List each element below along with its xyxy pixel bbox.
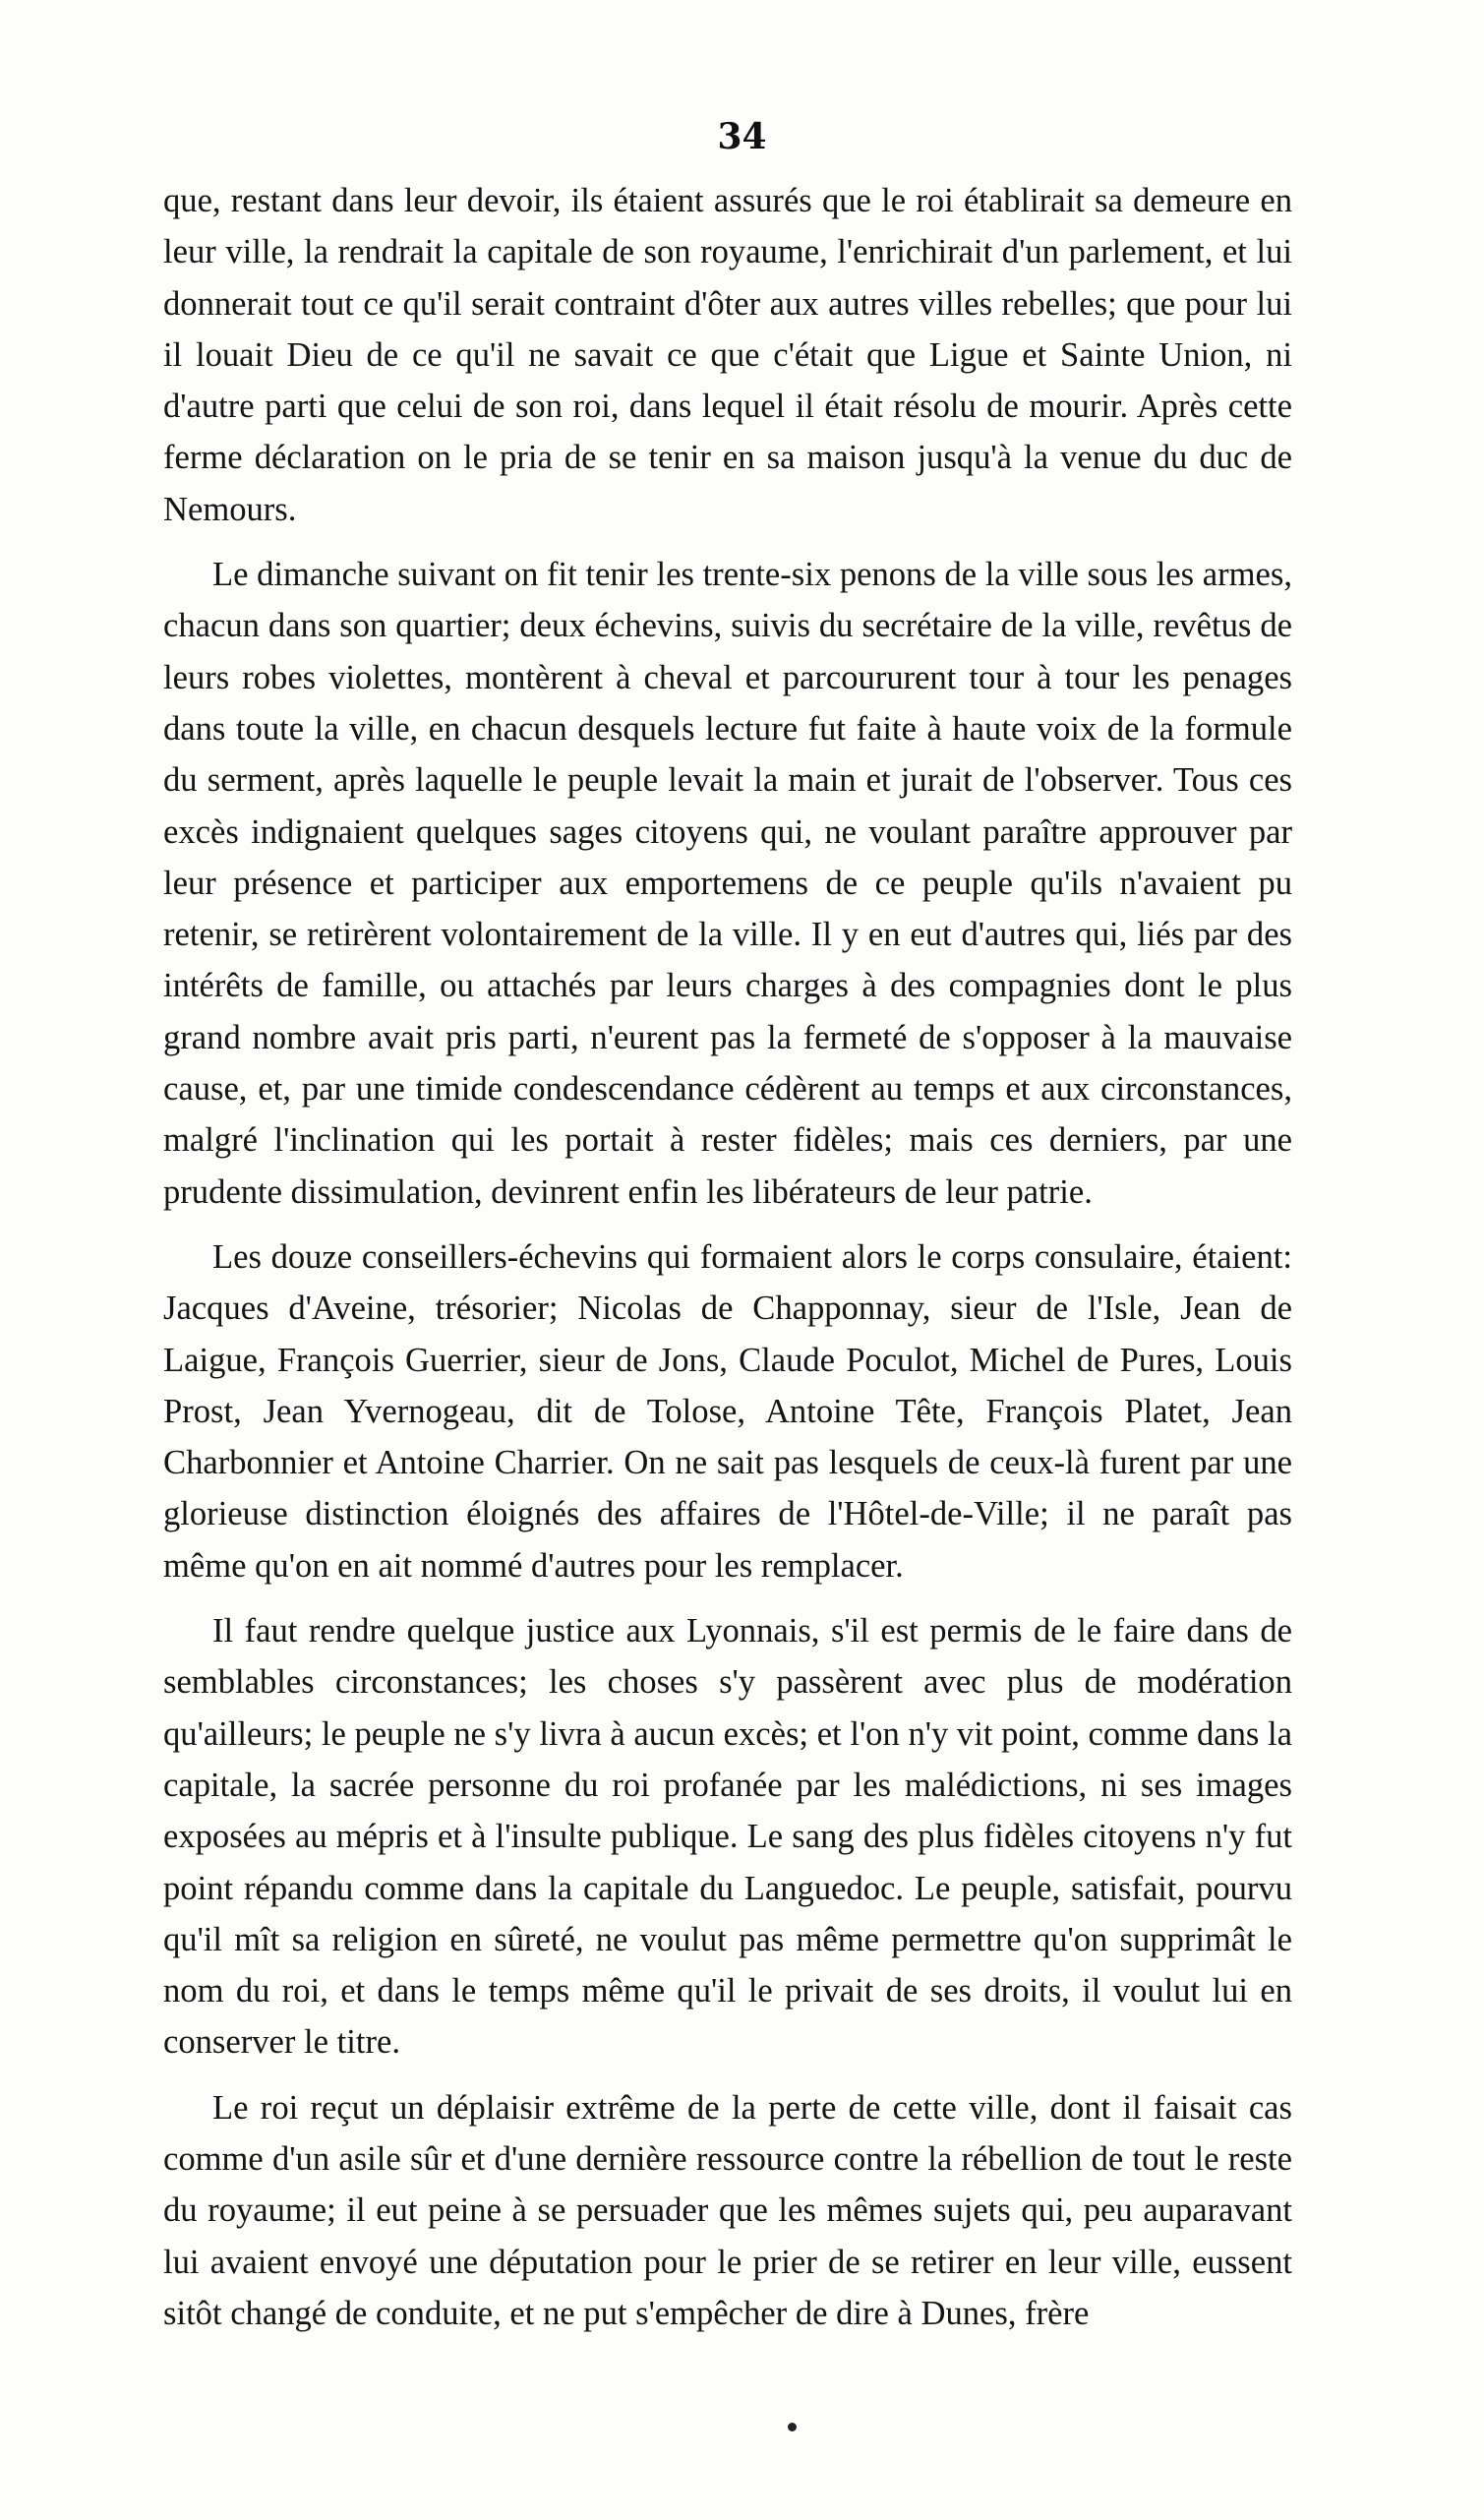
paragraph-conseillers: Les douze conseillers-échevins qui formaient alors le corps consulaire, étaient: Jacques d'Aveine, trésorier; Nicolas de Chapponnay, sieur de l'Isle, Jean de Laigue, François Guerrier, sieur de Jons, Claude Poculot, Michel de Pures, Louis Prost, Jean Yvernogeau, dit de Tolose, Antoine Tête, François Platet, Jean Charbonnier et Antoine Charrier. On ne sait pas lesquels de ceux-là furent par une glorieuse distinction éloignés des affaires de l'Hôtel-de-Ville; il ne paraît pas même qu'on en ait nommé d'autres pour les remplacer.	[163, 1237, 1292, 1585]
paragraph-continuation: que, restant dans leur devoir, ils étaient assurés que le roi établirait sa demeure en leur ville, la rendrait la capitale de son royaume, l'enrichirait d'un parlement, et lui donnerait tout ce qu'il serait contraint d'ôter aux autres villes rebelles; que pour lui il louait Dieu de ce qu'il ne savait ce que c'était que Ligue et Sainte Union, ni d'autre parti que celui de son roi, dans lequel il était résolu de mourir. Après cette ferme déclaration on le pria de se tenir en sa maison jusqu'à la venue du duc de Nemours.	[163, 182, 1292, 528]
paragraph-lyonnais: Il faut rendre quelque justice aux Lyonnais, s'il est permis de le faire dans de semblables circonstances; les choses s'y passèrent avec plus de modération qu'ailleurs; le peuple ne s'y livra à aucun excès; et l'on n'y vit point, comme dans la capitale, la sacrée personne du roi profanée par les malédictions, ni ses images exposées au mépris et à l'insulte publique. Le sang des plus fidèles citoyens n'y fut point répandu comme dans la capitale du Languedoc. Le peuple, satisfait, pourvu qu'il mît sa religion en sûreté, ne voulut pas même permettre qu'on supprimât le nom du roi, et dans le temps même qu'il le privait de ses droits, il voulut lui en conserver le titre.	[163, 1612, 1292, 2062]
paragraph-roi: Le roi reçut un déplaisir extrême de la perte de cette ville, dont il faisait cas comme d'un asile sûr et d'une dernière ressource contre la rébellion de tout le reste du royaume; il eut peine à se persuader que les mêmes sujets qui, peu auparavant lui avaient envoyé une députation pour le prier de se retirer en leur ville, eussent sitôt changé de conduite, et ne put s'empêcher de dire à Dunes, frère	[163, 2088, 1292, 2332]
body-text	[163, 175, 1292, 2339]
printer-mark-dot	[788, 2423, 797, 2431]
paragraph-penons: Le dimanche suivant on fit tenir les trente-six penons de la ville sous les armes, chacun dans son quartier; deux échevins, suivis du secrétaire de la ville, revêtus de leurs robes violettes, montèrent à cheval et parcoururent tour à tour les penages dans toute la ville, en chacun desquels lecture fut faite à haute voix de la formule du serment, après laquelle le peuple levait la main et jurait de l'observer. Tous ces excès indignaient quelques sages citoyens qui, ne voulant paraître approuver par leur présence et participer aux emportemens de ce peuple qu'ils n'avaient pu retenir, se retirèrent volontairement de la ville. Il y en eut d'autres qui, liés par des intérêts de famille, ou attachés par leurs charges à des compagnies dont le plus grand nombre avait pris parti, n'eurent pas la fermeté de s'opposer à la mauvaise cause, et, par une timide condescendance cédèrent au temps et aux circonstances, malgré l'inclination qui les portait à rester fidèles; mais ces derniers, par une prudente dissimulation, devinrent enfin les libérateurs de leur patrie.	[163, 556, 1292, 1211]
page-number: 34	[717, 116, 767, 157]
